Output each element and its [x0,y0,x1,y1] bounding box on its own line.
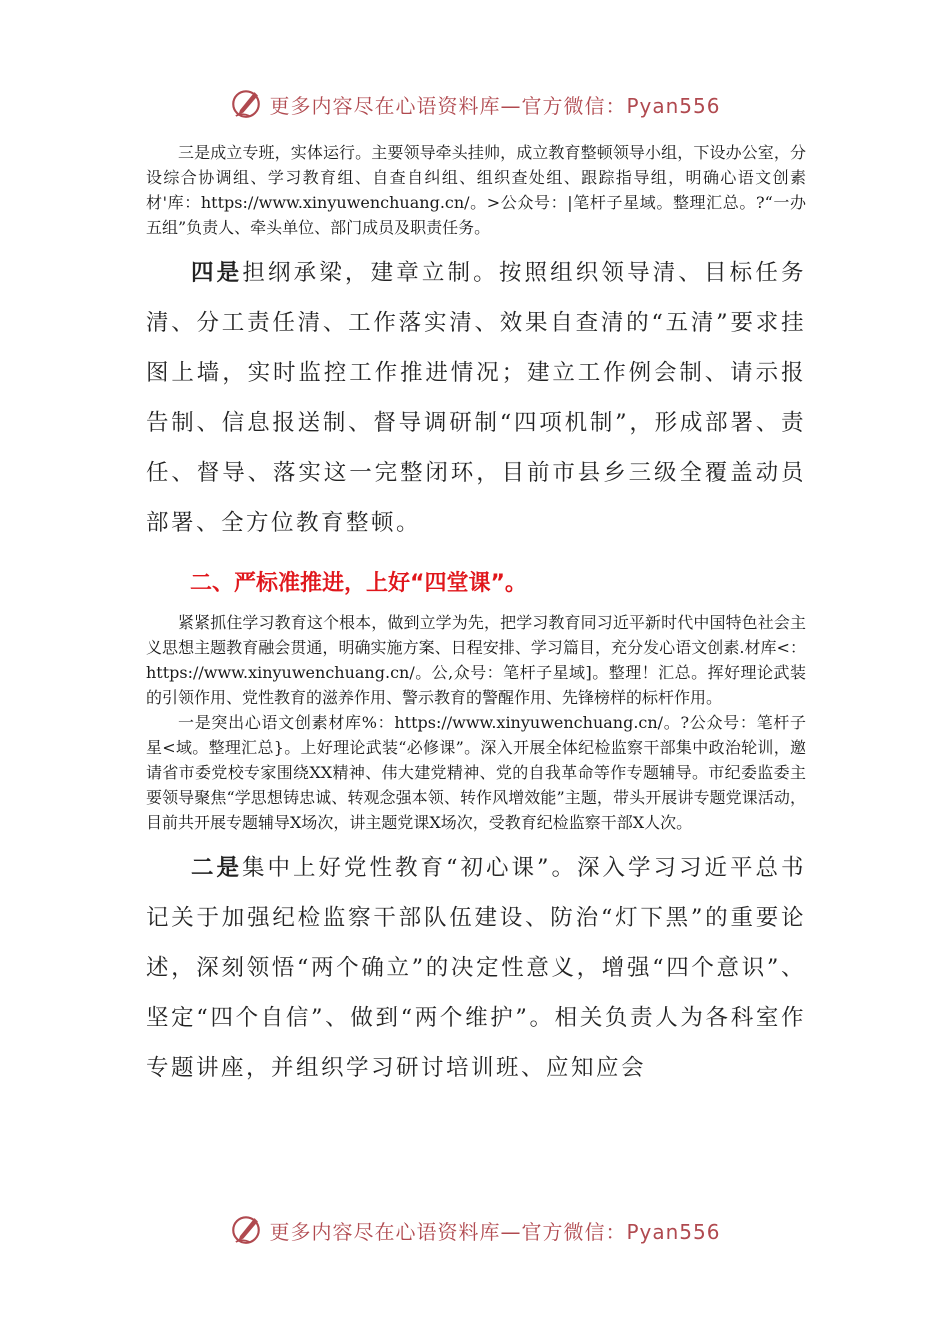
paragraph-body: 集中上好党性教育“初心课”。深入学习习近平总书记关于加强纪检监察干部队伍建设、防治“灯下黑”的重要论述，深刻领悟“两个确立”的决定性意义，增强“四个意识”、坚定“四个自信”、做到“两个维护”。相关负责人为各科室作专题讲座，并组织学习研讨培训班、应知应会 [146,855,806,1081]
header-banner [0,84,950,124]
paragraph-special-team: 三是成立专班，实体运行。主要领导牵头挂帅，成立教育整顿领导小组，下设办公室，分设综合协调组、学习教育组、自查自纠组、组织查处组、跟踪指导组，明确心语文创素材'库：https://www.xinyuwenchuang.cn/。>公众号：|笔杆子星域。整理汇总。?“一办五组”负责人、牵头单位、部门成员及职责任务。 [146,143,806,237]
paragraph-party-spirit [146,843,806,1093]
paragraph-lead: 四是 [191,260,243,286]
document-body [146,140,806,1093]
section-heading: 二、严标准推进，上好“四堂课”。 [190,571,527,596]
footer-banner [0,1210,950,1250]
paragraph-theory-course: 一是突出心语文创素材库%：https://www.xinyuwenchuang.cn/。?公众号：笔杆子星<域。整理汇总}。上好理论武装“必修课”。深入开展全体纪检监察干部集中政治轮训，邀请省市委党校专家围绕XX精神、伟大建党精神、党的自我革命等作专题辅导。市纪委监委主要领导聚焦“学思想铸忠诚、转观念强本领、转作风增效能”主题，带头开展讲专题党课活动，目前共开展专题辅导X场次，讲主题党课X场次，受教育纪检监察干部X人次。 [146,713,806,832]
paragraph-study-education: 紧紧抓住学习教育这个根本，做到立学为先，把学习教育同习近平新时代中国特色社会主义思想主题教育融会贯通，明确实施方案、日程安排、学习篇目，充分发心语文创素.材库<：https://www.xinyuwenchuang.cn/。公,众号：笔杆子星域]。整理！汇总。挥好理论武装的引领作用、党性教育的滋养作用、警示教育的警醒作用、先锋榜样的标杆作用。 [146,613,806,707]
paragraph-lead: 二是 [191,855,242,881]
banner-text: 更多内容尽在心语资料库—官方微信：Pyan556 [269,93,721,118]
quill-pen-logo-icon [229,1213,263,1247]
paragraph-body: 担纲承梁，建章立制。按照组织领导清、目标任务清、分工责任清、工作落实清、效果自查清的“五清”要求挂图上墙，实时监控工作推进情况；建立工作例会制、请示报告制、信息报送制、督导调研制“四项机制”，形成部署、责任、督导、落实这一完整闭环，目前市县乡三级全覆盖动员部署、全方位教育整顿。 [146,260,806,536]
banner-text: 更多内容尽在心语资料库—官方微信：Pyan556 [269,1219,721,1244]
paragraph-rules-system [146,248,806,548]
quill-pen-logo-icon [229,87,263,121]
